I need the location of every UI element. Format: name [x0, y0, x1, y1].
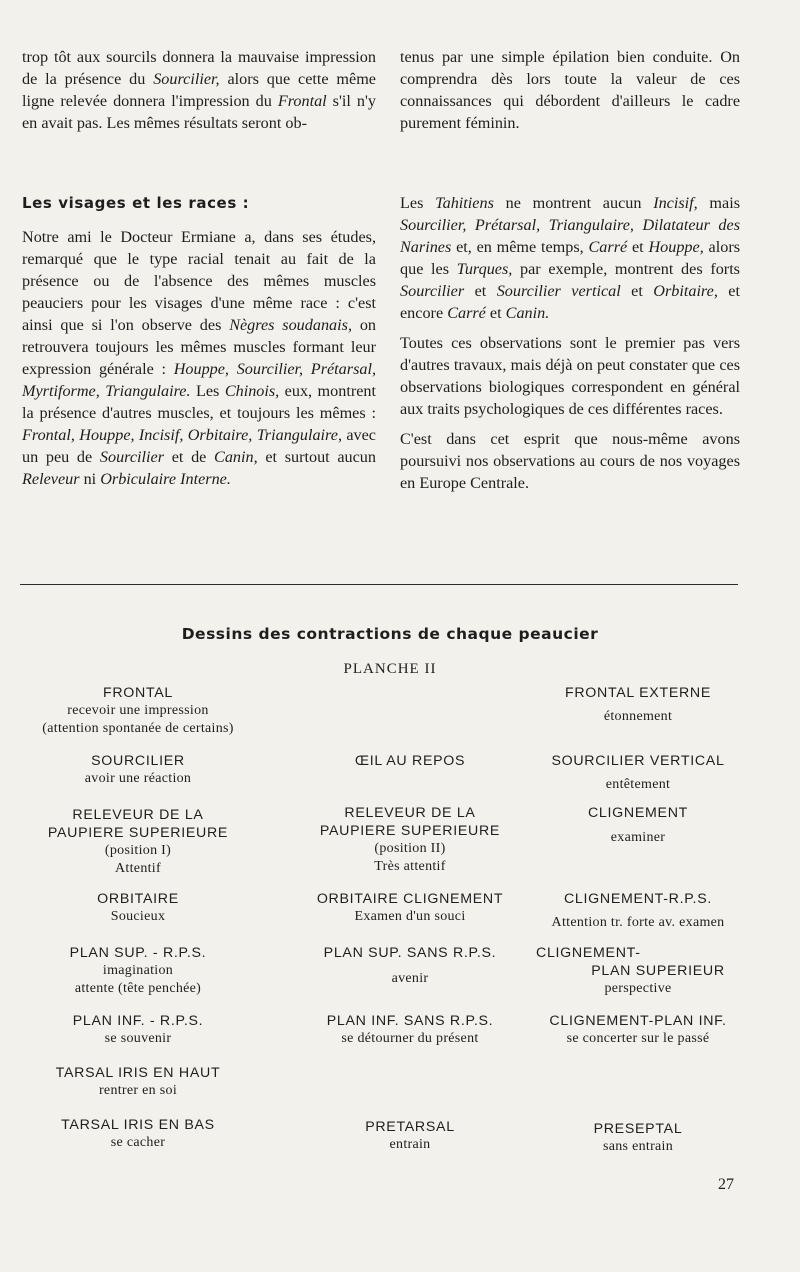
plate-entry-clignement-rps: CLIGNEMENT-R.P.S. Attention tr. forte av. examen — [551, 891, 725, 930]
plate-entry-tarsal-iris-haut: TARSAL IRIS EN HAUT rentrer en soi — [55, 1065, 221, 1098]
plate-entry-orbitaire-clignement: ORBITAIRE CLIGNEMENT Examen d'un souci — [316, 891, 504, 924]
plate-entry-plan-sup-rps: PLAN SUP. - R.P.S. imagination attente (tête penchée) — [69, 945, 207, 996]
plate-entry-frontal: FRONTAL recevoir une impression (attention spontanée de certains) — [42, 685, 234, 736]
plate-entry-plan-inf-sans-rps: PLAN INF. SANS R.P.S. se détourner du présent — [326, 1013, 494, 1046]
plate-entry-orbitaire: ORBITAIRE Soucieux — [97, 891, 179, 924]
plate-entry-oeil-repos: ŒIL AU REPOS — [354, 753, 466, 769]
plate-title: Dessins des contractions de chaque peaucier — [181, 625, 599, 643]
plate-entry-releveur-2: RELEVEUR DE LA PAUPIERE SUPERIEURE (position II) Très attentif — [319, 805, 501, 874]
plate-entry-preseptal: PRESEPTAL sans entrain — [593, 1121, 683, 1154]
text-run: trop tôt aux sourcils donnera la mauvaise impression de la présence du — [22, 48, 376, 88]
section-divider — [20, 584, 738, 585]
plate-entry-clignement: CLIGNEMENT examiner — [587, 805, 688, 845]
plate-entry-clignement-plan-superieur: CLIGNEMENT- PLAN SUPERIEUR perspective — [536, 945, 725, 996]
plate-entry-tarsal-iris-bas: TARSAL IRIS EN BAS se cacher — [61, 1117, 215, 1150]
text-run: alors que cette même ligne relevée donnera l'impression du — [22, 70, 376, 110]
plate-entry-plan-sup-sans-rps: PLAN SUP. SANS R.P.S. avenir — [323, 945, 497, 986]
races-paragraph: Les Tahitiens ne montrent aucun Incisif, mais Sourcilier, Prétarsal, Triangulaire, Dilatateur des Narines et, en même temps, Carré et Houppe, alors que les Turques, par exemple, montrent des forts Sourcilier et Sourcilier vertical et Orbitaire, et encore Carré et Canin. — [400, 194, 741, 322]
paragraph: tenus par une simple épilation bien conduite. On comprendra dès lors toute la valeur de ces connaissances qui débordent d'ailleurs le cadre purement féminin. — [400, 48, 740, 132]
observations-paragraph: Toutes ces observations sont le premier pas vers d'autres travaux, mais déjà on peut constater que ces observations biologiques correspondent en général aux traits psychologiques de ces différentes races. — [400, 334, 740, 418]
plate-entry-releveur-1: RELEVEUR DE LA PAUPIERE SUPERIEURE (position I) Attentif — [47, 807, 229, 876]
italic-term: Sourcilier, — [153, 70, 220, 88]
plate-entry-frontal-externe: FRONTAL EXTERNE étonnement — [564, 685, 712, 724]
plate-subtitle: PLANCHE II — [343, 661, 437, 677]
italic-term: Frontal — [277, 92, 327, 110]
plate-entry-sourcilier: SOURCILIER avoir une réaction — [84, 753, 192, 786]
section-heading: Les visages et les races : — [22, 194, 250, 212]
voyages-paragraph: C'est dans cet esprit que nous-même avons poursuivi nos observations au cours de nos voyages en Europe Centrale. — [400, 430, 740, 492]
plate-entry-plan-inf-rps: PLAN INF. - R.P.S. se souvenir — [72, 1013, 204, 1046]
top-right-paragraph — [400, 46, 740, 134]
races-paragraph: Notre ami le Docteur Ermiane a, dans ses études, remarqué que le type racial tenait au fait de la présence ou de l'absence des mêmes muscles peauciers pour les visages d'une même race : c'est ainsi que si l'on observe des Nègres soudanais, on retrouvera toujours les mêmes muscles formant leur expression générale : Houppe, Sourcilier, Prétarsal, Myrtiforme, Triangulaire. Les Chinois, eux, montrent la présence d'autres muscles, et toujours les mêmes : Frontal, Houppe, Incisif, Orbitaire, Triangulaire, avec un peu de Sourcilier et de Canin, et surtout aucun Releveur ni Orbiculaire Interne. — [22, 228, 377, 488]
plate-entry-sourcilier-vertical: SOURCILIER VERTICAL entêtement — [551, 753, 725, 792]
page-number: 27 — [718, 1176, 734, 1193]
text-run: s'il n'y en avait pas. Les mêmes résultats seront ob- — [22, 92, 376, 132]
top-left-paragraph — [22, 46, 376, 134]
races-right-column — [400, 192, 740, 494]
plate-entry-clignement-plan-inf: CLIGNEMENT-PLAN INF. se concerter sur le passé — [549, 1013, 727, 1046]
plate-entry-pretarsal: PRETARSAL entrain — [365, 1119, 455, 1152]
races-left-column — [22, 192, 376, 490]
